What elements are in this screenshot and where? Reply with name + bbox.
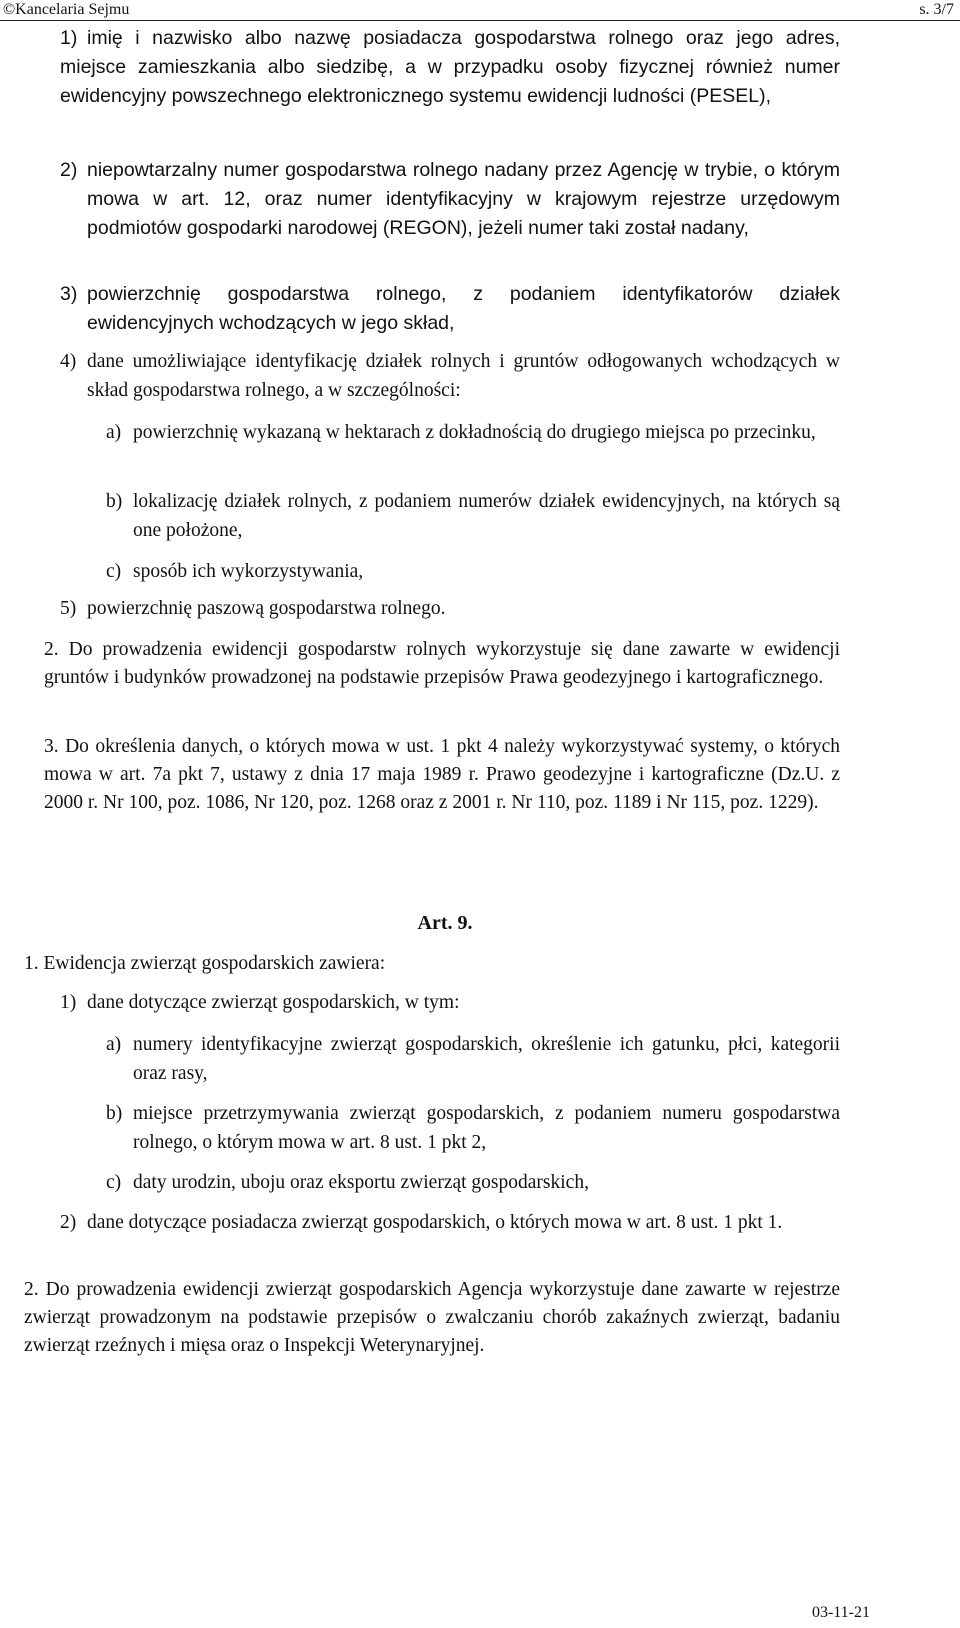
footer-date: 03-11-21 xyxy=(811,1604,870,1621)
item-text: imię i nazwisko albo nazwę posiadacza gospodarstwa rolnego oraz jego adres, miejsce zamieszkania albo siedzibę, a w przypadku osoby fizycznej również numer ewidencyjny powszechnego elektronicznego systemu ewidencji ludności (PESEL), xyxy=(60,27,840,107)
list-item-4a xyxy=(106,418,840,447)
item-text-part-2: 12, oraz numer identyfikacyjny w krajowym rejestrze urzędowym podmiotów gospodarki narodowej (REGON), jeżeli numer taki został nadany, xyxy=(87,188,841,239)
art9-item-2 xyxy=(60,1208,840,1237)
page-header xyxy=(0,0,960,22)
item-letter: a) xyxy=(106,1034,122,1055)
list-item-3 xyxy=(60,280,840,338)
paragraph-ust-2: 2. Do prowadzenia ewidencji gospodarstw rolnych wykorzystuje się dane zawarte w ewidencji gruntów i budynków prowadzonej na podstawie przepisów Prawa geodezyjnego i kartograficznego. xyxy=(44,639,840,688)
item-number: 5) xyxy=(60,598,77,619)
header-rule xyxy=(0,20,960,21)
list-item-4 xyxy=(60,347,840,405)
item-number: 1) xyxy=(60,992,77,1013)
item-text: powierzchnię gospodarstwa rolnego, z podaniem identyfikatorów działek ewidencyjnych wchodzących w jego skład, xyxy=(87,283,840,334)
item-text: dane dotyczące posiadacza zwierząt gospodarskich, o których mowa w art. 8 ust. 1 pkt 1. xyxy=(87,1212,783,1233)
item-text: dane dotyczące zwierząt gospodarskich, w tym: xyxy=(87,992,460,1013)
item-text: dane umożliwiające identyfikację działek rolnych i gruntów odłogowanych wchodzących w skład gospodarstwa rolnego, a w szczególności: xyxy=(87,351,840,401)
item-text: powierzchnię paszową gospodarstwa rolnego. xyxy=(87,598,446,619)
page-number: s. 3/7 xyxy=(919,1,954,18)
list-item-1 xyxy=(60,24,840,111)
item-text: lokalizację działek rolnych, z podaniem numerów działek ewidencyjnych, na których są one położone, xyxy=(133,491,840,541)
item-text: sposób ich wykorzystywania, xyxy=(133,561,364,582)
art9-ust-1: 1. Ewidencja zwierząt gospodarskich zawiera: xyxy=(24,953,386,974)
item-letter: b) xyxy=(106,1103,123,1124)
paragraph-ust-3: 3. Do określenia danych, o których mowa w ust. 1 pkt 4 należy wykorzystywać systemy, o których mowa w art. 7a pkt 7, ustawy z dnia 17 maja 1989 r. Prawo geodezyjne i kartograficzne (Dz.U. z 2000 r. Nr 100, poz. 1086, Nr 120, poz. 1268 oraz z 2001 r. Nr 110, poz. 1189 i Nr 115, poz. 1229). xyxy=(44,736,840,813)
art9-item-1b xyxy=(106,1099,840,1157)
item-text: numery identyfikacyjne zwierząt gospodarskich, określenie ich gatunku, płci, kategorii oraz rasy, xyxy=(133,1034,840,1084)
article-heading: Art. 9. xyxy=(417,912,473,934)
art9-ust-2: 2. Do prowadzenia ewidencji zwierząt gospodarskich Agencja wykorzystuje dane zawarte w rejestrze zwierząt prowadzonym na podstawie przepisów o zwalczaniu chorób zakaźnych zwierząt, badaniu zwierząt rzeźnych i mięsa oraz o Inspekcji Weterynaryjnej. xyxy=(24,1279,840,1356)
list-item-2 xyxy=(60,156,840,243)
item-text: daty urodzin, uboju oraz eksportu zwierząt gospodarskich, xyxy=(133,1172,589,1193)
item-number: 4) xyxy=(60,351,77,372)
item-letter: b) xyxy=(106,491,123,512)
item-text-part-1: niepowtarzalny numer gospodarstwa rolnego nadany przez Agencję w trybie, o którym mowa w art. xyxy=(87,159,840,210)
item-number: 3) xyxy=(60,283,78,305)
item-number: 2) xyxy=(60,1212,77,1233)
item-letter: c) xyxy=(106,1172,122,1193)
art9-item-1a xyxy=(106,1030,840,1088)
item-number: 1) xyxy=(60,27,78,49)
item-text: powierzchnię wykazaną w hektarach z dokładnością do drugiego miejsca po przecinku, xyxy=(133,422,816,443)
list-item-4c xyxy=(106,557,840,586)
list-item-4b xyxy=(106,487,840,545)
list-item-5 xyxy=(60,594,840,623)
item-text: miejsce przetrzymywania zwierząt gospodarskich, z podaniem numeru gospodarstwa rolnego, o którym mowa w art. 8 ust. 1 pkt 2, xyxy=(133,1103,840,1153)
item-number: 2) xyxy=(60,159,78,181)
copyright-label: ©Kancelaria Sejmu xyxy=(3,1,130,18)
art9-item-1 xyxy=(60,988,840,1017)
item-letter: a) xyxy=(106,422,122,443)
art9-item-1c xyxy=(106,1168,840,1197)
item-letter: c) xyxy=(106,561,122,582)
